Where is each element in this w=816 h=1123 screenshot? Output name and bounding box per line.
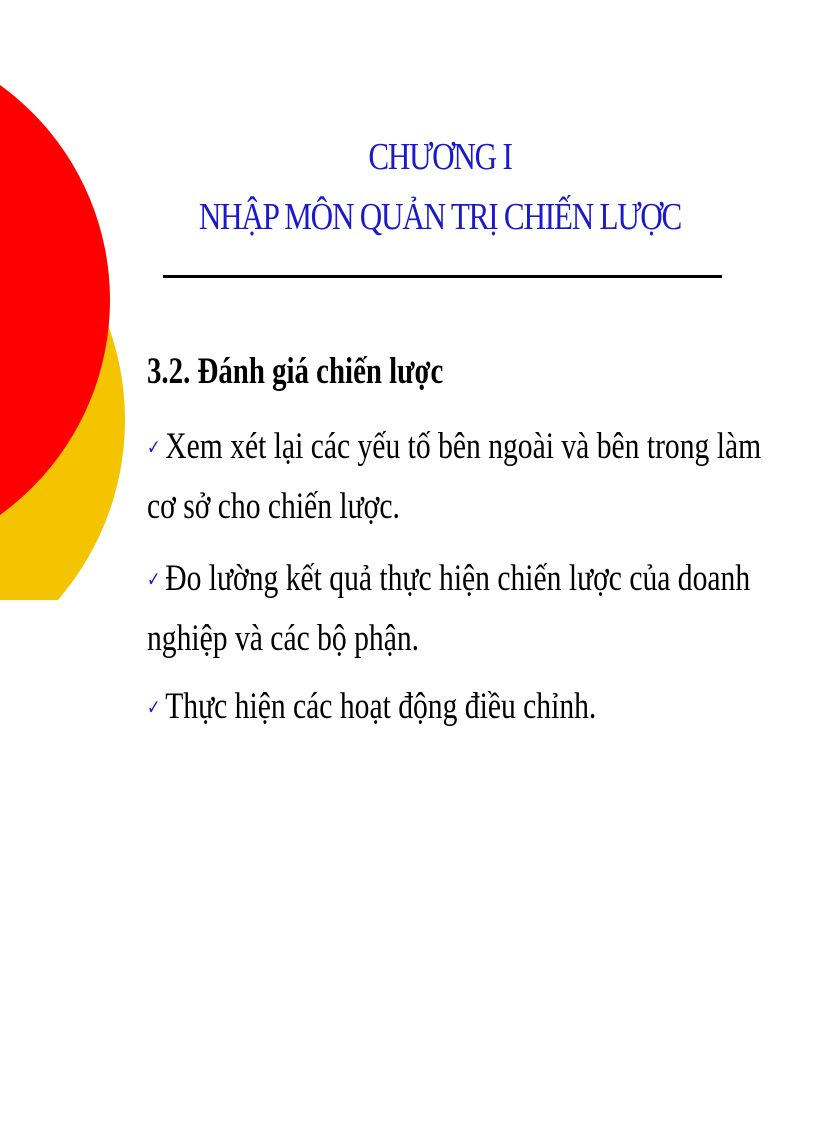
chapter-title: CHƯƠNG I [368,136,512,178]
check-icon: ✓ [147,435,161,459]
check-icon: ✓ [147,567,161,591]
bullet-item-1-continuation: cơ sở cho chiến lược. [147,486,400,527]
bullet-item-2-continuation: nghiệp và các bộ phận. [147,618,420,659]
check-icon: ✓ [147,695,161,719]
chapter-subtitle: NHẬP MÔN QUẢN TRỊ CHIẾN LƯỢC [198,196,682,238]
bullet-item-1 [147,425,761,468]
bullet-item-3 [147,685,596,728]
decorative-circles [0,0,140,600]
title-divider [163,275,722,278]
bullet-item-2-text: Đo lường kết quả thực hiện chiến lược của doanh [165,558,751,599]
bullet-item-3-text: Thực hiện các hoạt động điều chỉnh. [165,686,597,727]
section-heading: 3.2. Đánh giá chiến lược [147,351,444,392]
bullet-item-2 [147,557,750,600]
bullet-item-1-text: Xem xét lại các yếu tố bên ngoài và bên trong làm [165,426,762,467]
